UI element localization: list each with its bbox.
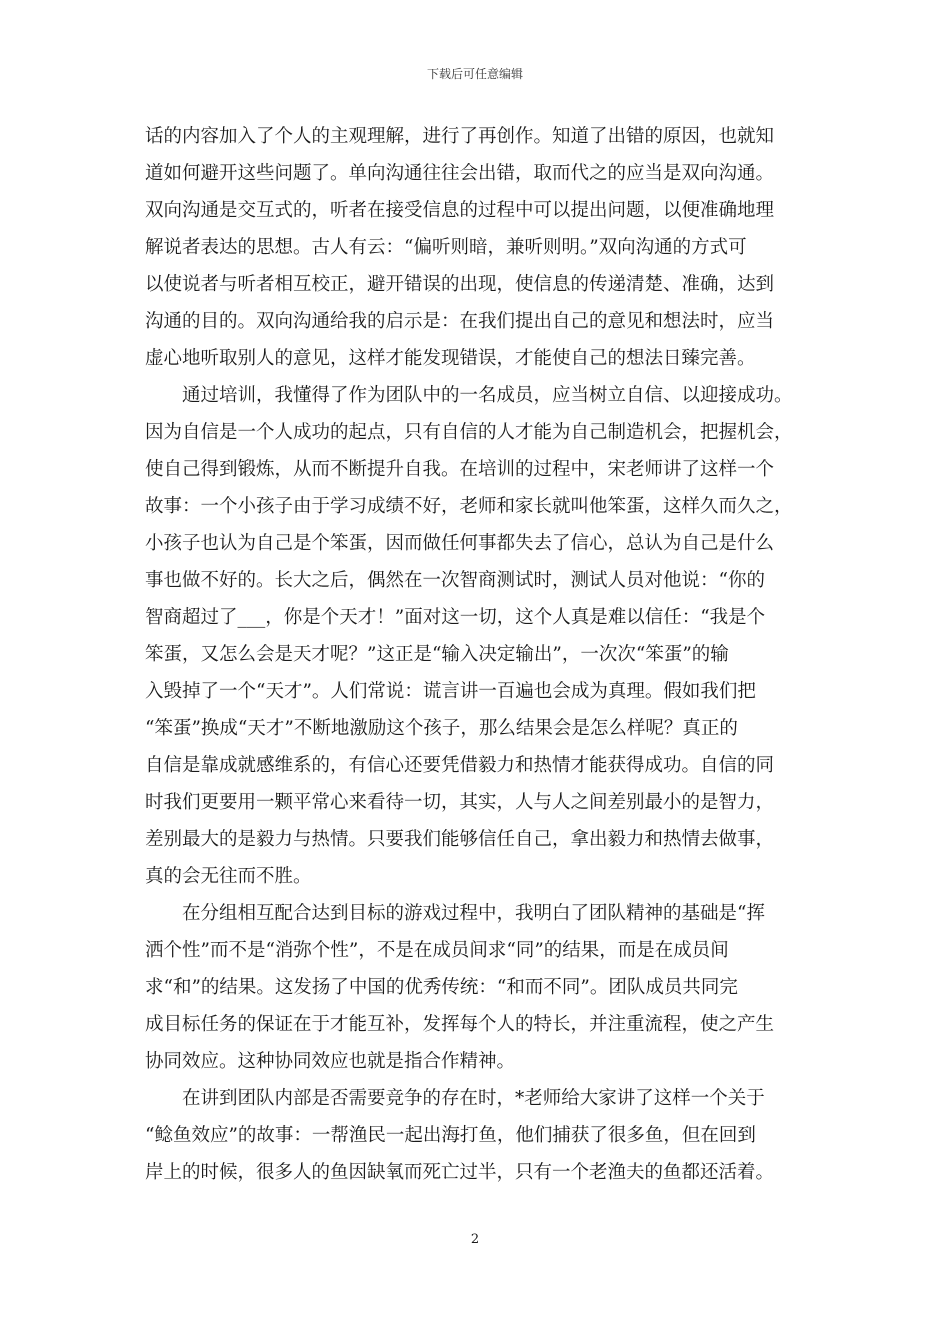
paragraph-2: [145, 377, 810, 895]
text-line: 入毁掉了一个“天才”。人们常说：谎言讲一百遍也会成为真理。假如我们把: [145, 681, 756, 702]
text-line: 通过培训，我懂得了作为团队中的一名成员，应当树立自信、以迎接成功。: [145, 385, 793, 406]
text-line: 协同效应。这种协同效应也就是指合作精神。: [145, 1051, 516, 1072]
text-line: 道如何避开这些问题了。单向沟通往往会出错，取而代之的应当是双向沟通。: [145, 163, 775, 184]
text-line: “鲶鱼效应”的故事：一帮渔民一起出海打鱼，他们捕获了很多鱼，但在回到: [145, 1125, 756, 1146]
text-line: 事也做不好的。长大之后，偶然在一次智商测试时，测试人员对他说：“你的: [145, 570, 765, 591]
text-line: 小孩子也认为自己是个笨蛋，因而做任何事都失去了信心，总认为自己是什么: [145, 533, 775, 554]
text-line: 洒个性”而不是“消弥个性”，不是在成员间求“同”的结果，而是在成员间: [145, 940, 729, 961]
text-line: 话的内容加入了个人的主观理解，进行了再创作。知道了出错的原因，也就知: [145, 126, 775, 147]
text-line: 差别最大的是毅力与热情。只要我们能够信任自己，拿出毅力和热情去做事，: [145, 829, 775, 850]
text-line: 解说者表达的思想。古人有云：“偏听则暗，兼听则明。”双向沟通的方式可: [145, 237, 747, 258]
text-line: 在讲到团队内部是否需要竞争的存在时，*老师给大家讲了这样一个关于: [145, 1088, 765, 1109]
text-line: 智商超过了___，你是个天才！”面对这一切，这个人真是难以信任：“我是个: [145, 607, 766, 628]
paragraph-4: [145, 1080, 810, 1191]
text-line: 在分组相互配合达到目标的游戏过程中，我明白了团队精神的基础是“挥: [145, 903, 765, 924]
text-line: 故事：一个小孩子由于学习成绩不好，老师和家长就叫他笨蛋，这样久而久之，: [145, 496, 793, 517]
text-line: 使自己得到锻炼，从而不断提升自我。在培训的过程中，宋老师讲了这样一个: [145, 459, 775, 480]
text-line: 求“和”的结果。这发扬了中国的优秀传统：“和而不同”。团队成员共同完: [145, 977, 738, 998]
text-line: 笨蛋，又怎么会是天才呢？”这正是“输入决定输出”，一次次“笨蛋”的输: [145, 644, 729, 665]
paragraph-1: [145, 118, 810, 377]
document-body: [145, 118, 810, 1191]
text-line: 真的会无往而不胜。: [145, 866, 312, 887]
text-line: 双向沟通是交互式的，听者在接受信息的过程中可以提出问题，以便准确地理: [145, 200, 775, 221]
text-line: 时我们更要用一颗平常心来看待一切，其实，人与人之间差别最小的是智力，: [145, 792, 775, 813]
page-number: 2: [470, 1232, 480, 1247]
paragraph-3: [145, 895, 810, 1080]
text-line: 虚心地听取别人的意见，这样才能发现错误，才能使自己的想法日臻完善。: [145, 348, 756, 369]
text-line: 岸上的时候，很多人的鱼因缺氧而死亡过半，只有一个老渔夫的鱼都还活着。: [145, 1162, 775, 1183]
text-line: 沟通的目的。双向沟通给我的启示是：在我们提出自己的意见和想法时，应当: [145, 311, 775, 332]
text-line: 以使说者与听者相互校正，避开错误的出现，使信息的传递清楚、准确，达到: [145, 274, 775, 295]
text-line: “笨蛋”换成“天才”不断地激励这个孩子，那么结果会是怎么样呢？真正的: [145, 718, 738, 739]
text-line: 成目标任务的保证在于才能互补，发挥每个人的特长，并注重流程，使之产生: [145, 1014, 775, 1035]
text-line: 因为自信是一个人成功的起点，只有自信的人才能为自己制造机会，把握机会，: [145, 422, 793, 443]
text-line: 自信是靠成就感维系的，有信心还要凭借毅力和热情才能获得成功。自信的同: [145, 755, 775, 776]
page-header: 下载后可任意编辑: [426, 67, 523, 81]
